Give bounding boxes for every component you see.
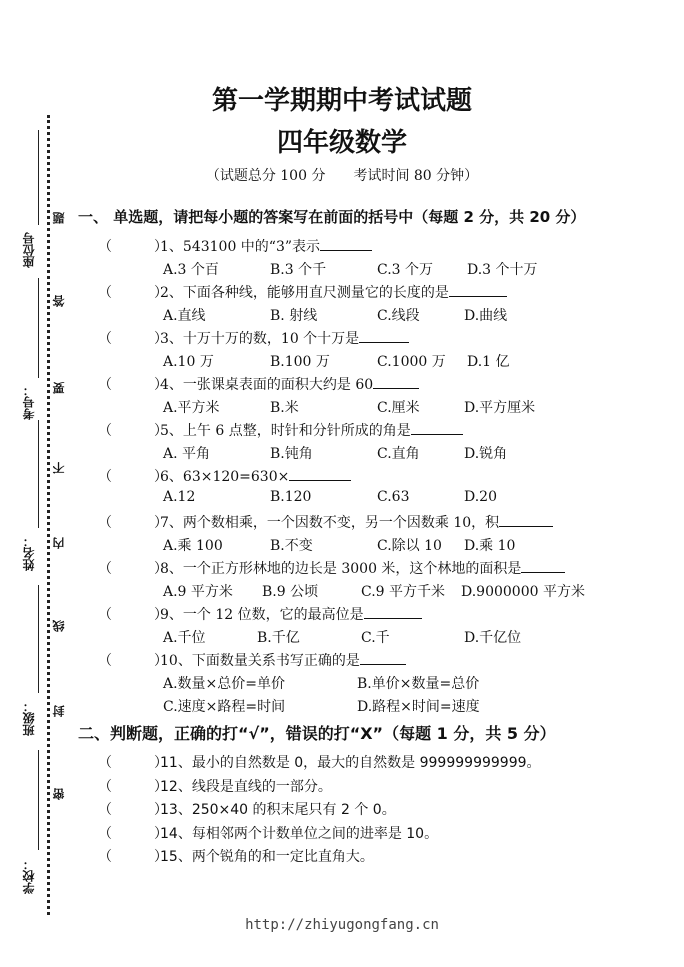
page-subtitle: 四年级数学 bbox=[276, 128, 407, 158]
option-a: A.乘 100 bbox=[163, 538, 223, 554]
answer-paren[interactable]: （ ） bbox=[98, 331, 168, 347]
answer-paren[interactable]: （ ） bbox=[98, 561, 168, 577]
option-d: D.平方厘米 bbox=[464, 400, 536, 416]
question-5 bbox=[98, 420, 463, 440]
question-text: 2、下面各种线，能够用直尺测量它的长度的是 bbox=[160, 285, 449, 301]
option-a: A.9 平方米 bbox=[163, 584, 233, 600]
question-text: 15、两个锐角的和一定比直角大。 bbox=[160, 849, 374, 865]
seal-char: 线 bbox=[52, 620, 66, 632]
answer-blank bbox=[373, 375, 419, 389]
seal-char: 内 bbox=[52, 537, 66, 549]
answer-paren[interactable]: （ ） bbox=[98, 469, 168, 485]
answer-blank bbox=[449, 283, 507, 297]
option-d: D.3 个十万 bbox=[467, 262, 538, 278]
option-d: D.1 亿 bbox=[467, 354, 510, 370]
question-text: 6、63×120=630× bbox=[160, 469, 290, 485]
question-text: 7、两个数相乘，一个因数不变，另一个因数乘 10，积 bbox=[160, 515, 500, 531]
answer-paren[interactable]: （ ） bbox=[98, 849, 168, 865]
class-line bbox=[38, 585, 39, 693]
answer-blank bbox=[364, 605, 422, 619]
question-8 bbox=[98, 558, 565, 578]
question-2 bbox=[98, 282, 507, 302]
answer-paren[interactable]: （ ） bbox=[98, 802, 168, 818]
exam-number-label: 考号： bbox=[22, 384, 36, 420]
answer-blank bbox=[521, 559, 565, 573]
answer-paren[interactable]: （ ） bbox=[98, 607, 168, 623]
answer-blank bbox=[289, 467, 351, 481]
question-text: 14、每相邻两个计数单位之间的进率是 10。 bbox=[160, 825, 439, 842]
seal-char: 密 bbox=[52, 788, 66, 800]
option-a: A.千位 bbox=[163, 630, 206, 646]
question-10 bbox=[98, 650, 406, 670]
question-1 bbox=[98, 236, 372, 256]
answer-paren[interactable]: （ ） bbox=[98, 285, 168, 301]
option-c: C.9 平方千米 bbox=[361, 584, 446, 600]
answer-paren[interactable]: （ ） bbox=[98, 755, 168, 771]
question-9 bbox=[98, 604, 422, 624]
question-text: 13、250×40 的积末尾只有 2 个 0。 bbox=[160, 802, 396, 818]
option-c: C.1000 万 bbox=[377, 354, 446, 370]
option-d: D.20 bbox=[464, 489, 497, 505]
section2-heading: 二、判断题，正确的打“√”，错误的打“X”（每题 1 分，共 5 分） bbox=[78, 724, 556, 743]
question-text: 4、一张课桌表面的面积大约是 60 bbox=[160, 377, 374, 393]
option-b: B.100 万 bbox=[270, 354, 330, 370]
option-c: C.除以 10 bbox=[377, 538, 442, 554]
option-d: D.锐角 bbox=[464, 446, 508, 462]
option-d: D.路程×时间=速度 bbox=[357, 699, 480, 715]
answer-blank bbox=[499, 513, 553, 527]
question-text: 12、线段是直线的一部分。 bbox=[160, 778, 332, 795]
option-b: B.钝角 bbox=[270, 446, 313, 462]
name-label: 姓名： bbox=[22, 535, 36, 571]
question-text: 9、一个 12 位数，它的最高位是 bbox=[160, 607, 364, 623]
option-d: D.乘 10 bbox=[464, 538, 516, 554]
judge-question-15 bbox=[98, 846, 374, 866]
answer-paren[interactable]: （ ） bbox=[98, 423, 168, 439]
name-line bbox=[38, 420, 39, 528]
option-c: C.速度×路程=时间 bbox=[163, 699, 286, 715]
option-b: B.千亿 bbox=[257, 630, 300, 646]
question-4 bbox=[98, 374, 419, 394]
judge-question-13 bbox=[98, 799, 396, 819]
seal-char: 封 bbox=[52, 705, 66, 717]
question-3 bbox=[98, 328, 409, 348]
option-b: B. 射线 bbox=[270, 308, 318, 324]
question-6 bbox=[98, 466, 351, 486]
class-label: 班级： bbox=[22, 700, 36, 736]
option-c: C.千 bbox=[361, 630, 390, 646]
option-b: B.9 公顷 bbox=[262, 584, 319, 600]
judge-question-11 bbox=[98, 752, 541, 772]
option-a: A.3 个百 bbox=[163, 262, 219, 278]
seal-char: 题 bbox=[52, 212, 66, 224]
option-a: A.直线 bbox=[163, 308, 206, 324]
answer-paren[interactable]: （ ） bbox=[98, 653, 168, 669]
seat-number-label: 座位号 bbox=[22, 232, 36, 268]
exam-number-line bbox=[38, 278, 39, 378]
answer-blank bbox=[320, 237, 372, 251]
option-d: D.千亿位 bbox=[464, 630, 522, 646]
option-a: A.数量×总价=单价 bbox=[163, 676, 286, 692]
question-text: 3、十万十万的数，10 个十万是 bbox=[160, 331, 360, 347]
seal-char: 要 bbox=[52, 382, 66, 394]
question-text: 8、一个正方形林地的边长是 3000 米，这个林地的面积是 bbox=[160, 561, 522, 577]
answer-blank bbox=[360, 651, 406, 665]
answer-paren[interactable]: （ ） bbox=[98, 239, 168, 255]
option-b: B.3 个千 bbox=[270, 262, 327, 278]
judge-question-12 bbox=[98, 776, 332, 796]
answer-blank bbox=[359, 329, 409, 343]
option-d: D.9000000 平方米 bbox=[461, 584, 585, 600]
option-b: B.单价×数量=总价 bbox=[357, 676, 480, 692]
option-b: B.米 bbox=[270, 400, 299, 416]
option-c: C.厘米 bbox=[377, 400, 420, 416]
question-7 bbox=[98, 512, 553, 532]
option-a: A.10 万 bbox=[163, 354, 214, 370]
answer-paren[interactable]: （ ） bbox=[98, 825, 168, 842]
option-b: B.不变 bbox=[270, 538, 313, 554]
answer-paren[interactable]: （ ） bbox=[98, 778, 168, 795]
seal-char: 答 bbox=[52, 295, 66, 307]
section1-heading: 一、 单选题，请把每小题的答案写在前面的括号中（每题 2 分，共 20 分） bbox=[78, 208, 586, 226]
answer-blank bbox=[411, 421, 463, 435]
school-line bbox=[38, 750, 39, 850]
option-a: A. 平角 bbox=[163, 446, 211, 462]
question-text: 1、543100 中的“3”表示 bbox=[160, 239, 321, 255]
seal-char: 不 bbox=[52, 462, 66, 474]
option-c: C.直角 bbox=[377, 446, 420, 462]
answer-paren[interactable]: （ ） bbox=[98, 515, 168, 531]
option-c: C.3 个万 bbox=[377, 262, 434, 278]
question-text: 11、最小的自然数是 0，最大的自然数是 999999999999。 bbox=[160, 755, 541, 771]
option-a: A.12 bbox=[163, 489, 196, 505]
question-text: 10、下面数量关系书写正确的是 bbox=[160, 653, 360, 669]
school-label: 学校： bbox=[22, 858, 36, 894]
answer-paren[interactable]: （ ） bbox=[98, 377, 168, 393]
option-a: A.平方米 bbox=[163, 400, 220, 416]
footer-url: http://zhiyugongfang.cn bbox=[245, 917, 439, 933]
option-c: C.63 bbox=[377, 489, 410, 505]
option-c: C.线段 bbox=[377, 308, 420, 324]
option-d: D.曲线 bbox=[464, 308, 508, 324]
exam-info: （试题总分 100 分 考试时间 80 分钟） bbox=[205, 168, 479, 184]
question-text: 5、上午 6 点整，时针和分针所成的角是 bbox=[160, 423, 411, 439]
page-title: 第一学期期中考试试题 bbox=[211, 86, 472, 116]
option-b: B.120 bbox=[270, 489, 312, 505]
judge-question-14 bbox=[98, 823, 438, 843]
